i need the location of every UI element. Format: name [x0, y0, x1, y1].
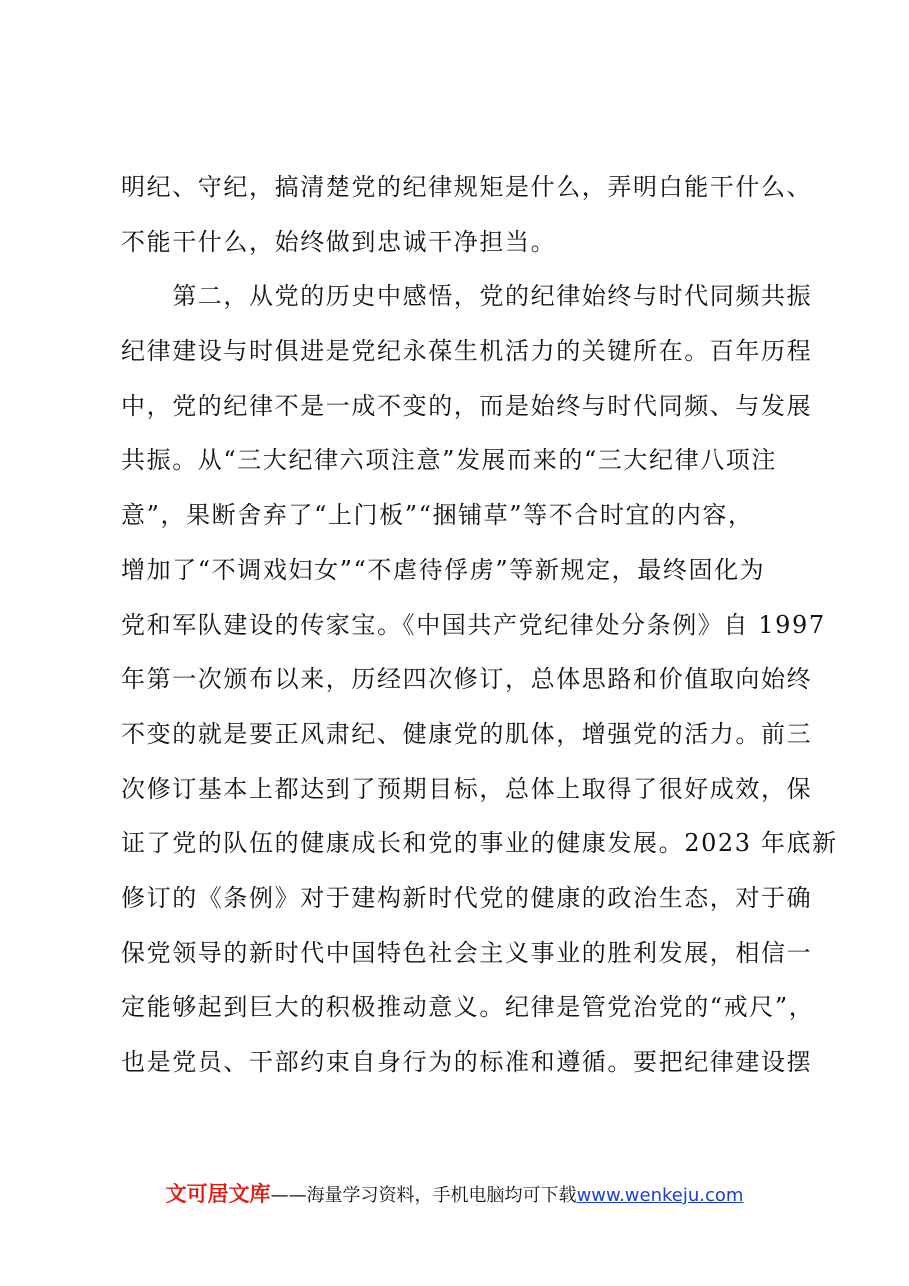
text-line: 纪律建设与时俱进是党纪永葆生机活力的关键所在。百年历程	[121, 337, 813, 366]
text-line: 明纪、守纪，搞清楚党的纪律规矩是什么，弄明白能干什么、	[121, 173, 813, 201]
text-line: 证了党的队伍的健康成长和党的事业的健康发展。2023 年底新	[121, 829, 838, 858]
text-line: 增加了“不调戏妇女”“不虐待俘虏”等新规定，最终固化为	[121, 555, 766, 584]
brand-name: 文可居文库	[165, 1182, 271, 1206]
text-line: 不变的就是要正风肃纪、健康党的肌体，增强党的活力。前三	[121, 719, 813, 748]
text-line: 第二，从党的历史中感悟，党的纪律始终与时代同频共振	[121, 282, 813, 311]
text-line: 修订的《条例》对于建构新时代党的健康的政治生态，对于确	[121, 883, 813, 912]
footer-slogan: ——海量学习资料，手机电脑均可下载	[270, 1185, 577, 1206]
text-line: 党和军队建设的传家宝。《中国共产党纪律处分条例》自 1997	[121, 610, 826, 639]
footer-banner	[0, 1178, 909, 1208]
website-link[interactable]: www.wenkeju.com	[576, 1185, 744, 1206]
text-line: 意”，果断舍弃了“上门板”“捆铺草”等不合时宜的内容，	[121, 501, 754, 530]
text-line: 共振。从“三大纪律六项注意”发展而来的“三大纪律八项注	[121, 446, 778, 475]
text-line: 不能干什么，始终做到忠诚干净担当。	[121, 227, 557, 256]
text-line: 也是党员、干部约束自身行为的标准和遵循。要把纪律建设摆	[121, 1048, 813, 1076]
body-text	[121, 160, 838, 1090]
text-line: 保党领导的新时代中国特色社会主义事业的胜利发展，相信一	[121, 938, 813, 967]
text-line: 中，党的纪律不是一成不变的，而是始终与时代同频、与发展	[121, 391, 813, 420]
text-line: 年第一次颁布以来，历经四次修订，总体思路和价值取向始终	[121, 665, 813, 694]
text-line: 定能够起到巨大的积极推动意义。纪律是管党治党的“戒尺”，	[121, 993, 815, 1022]
text-line: 次修订基本上都达到了预期目标，总体上取得了很好成效，保	[121, 774, 813, 803]
